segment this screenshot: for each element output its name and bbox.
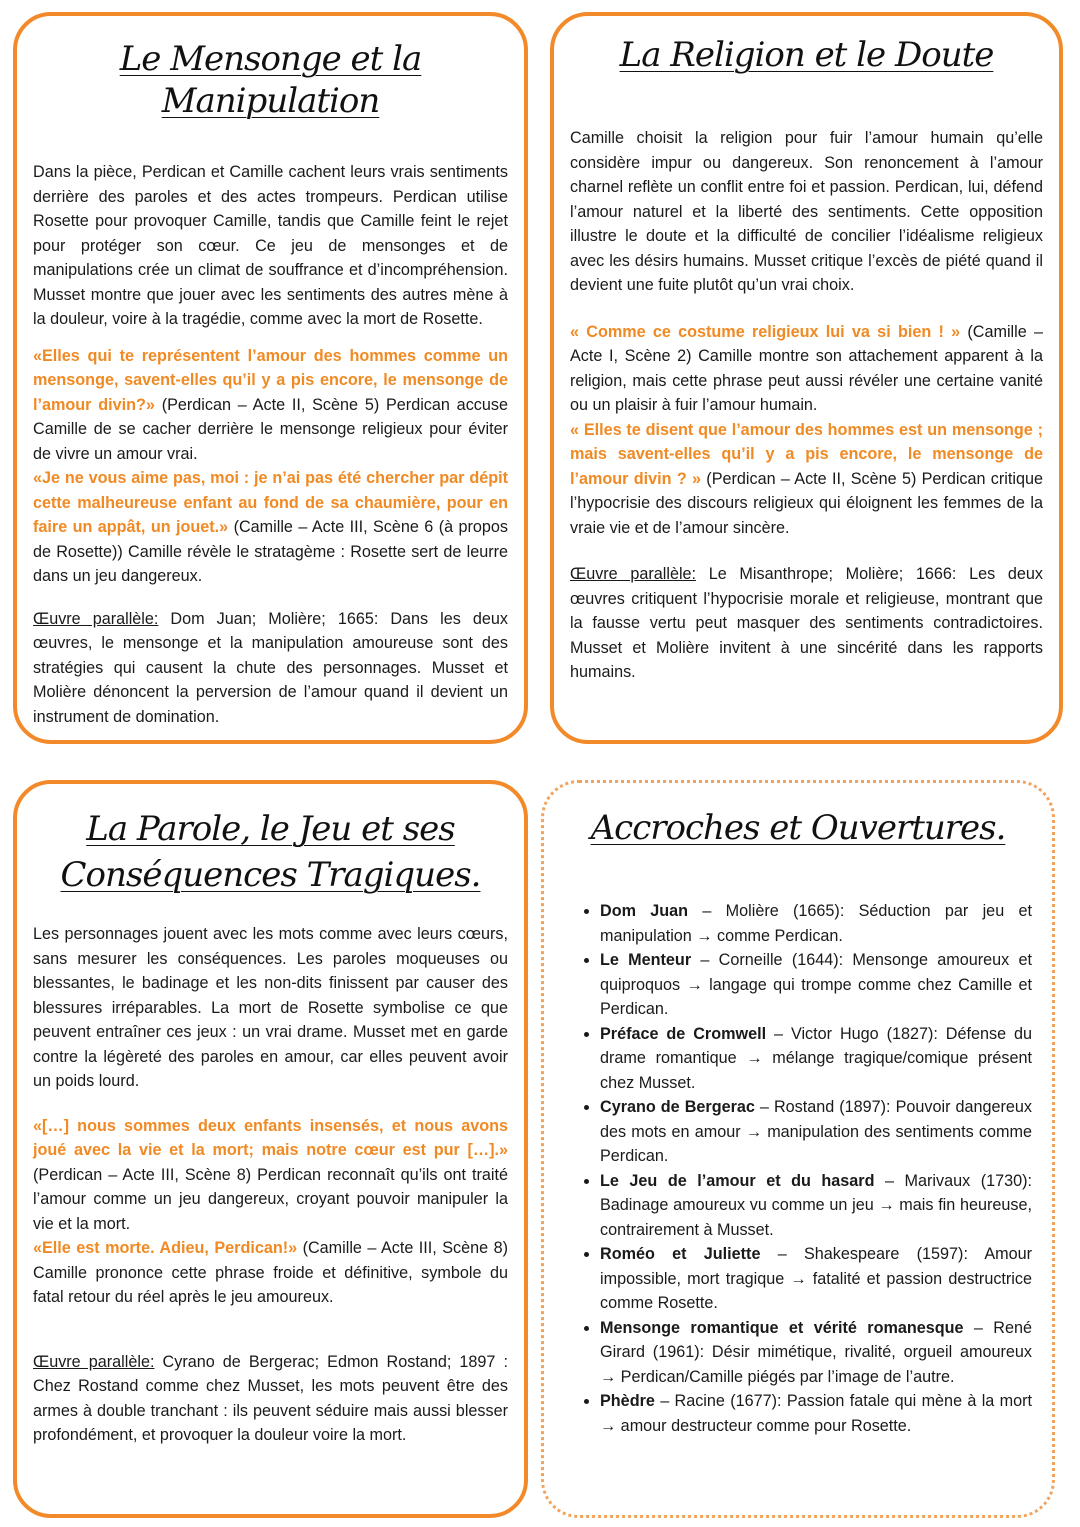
- quote-text: «Je ne vous aime pas, moi : je n’ai pas été chercher par dépit cette malheureuse enfant au fond de sa chaumière, pour en faire un appât, un jouet.»: [33, 469, 508, 536]
- card-mensonge-manipulation: [13, 12, 528, 744]
- quote-commentary: (Camille – Acte III, Scène 6 (à propos de Rosette)) Camille révèle le stratagème : Rosette sert de leurre dans un jeu dangereux.: [33, 518, 508, 585]
- work-description: – Molière (1665): Séduction par jeu et manipulation → comme Perdican.: [600, 902, 1032, 945]
- card-title: La Parole, le Jeu et ses Conséquences Tragiques.: [60, 809, 481, 895]
- work-title: Le Jeu de l’amour et du hasard: [600, 1171, 875, 1190]
- card-accroches-ouvertures: [541, 780, 1055, 1518]
- work-description: – Corneille (1644): Mensonge amoureux et quiproquos → langage qui trompe comme chez Camille et Perdican.: [600, 951, 1032, 1018]
- quote-text: «Elle est morte. Adieu, Perdican!»: [33, 1239, 298, 1257]
- work-title: Mensonge romantique et vérité romanesque: [600, 1318, 964, 1337]
- quote-text: «Elles qui te représentent l’amour des hommes comme un mensonge, savent-elles qu’il y a pis encore, le mensonge de l’amour divin?»: [33, 346, 508, 414]
- quote-paragraph: [33, 1236, 508, 1310]
- parallel-paragraph: [33, 1350, 508, 1448]
- work-description: – Racine (1677): Passion fatale qui mène à la mort → amour destructeur comme pour Rosette.: [600, 1392, 1032, 1435]
- parallel-text: Dom Juan; Molière; 1665: Dans les deux œuvres, le mensonge et la manipulation amoureuse sont des stratégies qui causent la chute des personnages. Musset et Molière dénoncent la perversion de l’amour quand il devient un instrument de domination.: [33, 609, 508, 726]
- work-description: – Victor Hugo (1827): Défense du drame romantique → mélange tragique/comique présent chez Musset.: [600, 1024, 1032, 1092]
- work-title: Roméo et Juliette: [600, 1245, 761, 1263]
- work-description: – René Girard (1961): Désir mimétique, rivalité, orgueil amoureux → Perdican/Camille piégés par l’image de l’autre.: [600, 1318, 1032, 1386]
- card-religion-doute: [550, 12, 1063, 744]
- intro-paragraph: Dans la pièce, Perdican et Camille cachent leurs vrais sentiments derrière des paroles et des actes trompeurs. Perdican utilise Rosette pour provoquer Camille, tandis que Camille feint le rejet pour protéger son cœur. Ce jeu de mensonges et de manipulations crée un climat de souffrance et d’incompréhension. Musset montre que jouer avec les sentiments des autres mène à la douleur, voire à la tragédie, comme avec la mort de Rosette.: [33, 163, 508, 328]
- quote-commentary: (Perdican – Acte III, Scène 8) Perdican reconnaît qu’ils ont traité l’amour comme un jeu dangereux, croyant pouvoir manipuler la vie et la mort.: [33, 1165, 508, 1233]
- parallel-text: Cyrano de Bergerac; Edmon Rostand; 1897 : Chez Rostand comme chez Musset, les mots peuvent être des armes à double tranchant : ils peuvent séduire mais aussi blesser profondément, et provoquer la douleur voire la mort.: [33, 1352, 508, 1444]
- quote-commentary: (Camille – Acte I, Scène 2) Camille montre son attachement apparent à la religion, mais cette phrase peut aussi révéler une certaine vanité ou un plaisir à fuir l’amour humain.: [570, 322, 1043, 414]
- list-item: [600, 1022, 1036, 1096]
- parallel-label: Œuvre parallèle:: [33, 1352, 155, 1371]
- list-item: [600, 1316, 1036, 1390]
- card-parole-jeu: [13, 780, 528, 1518]
- work-description: – Rostand (1897): Pouvoir dangereux des mots en amour → manipulation des sentiments comme Perdican.: [600, 1098, 1032, 1165]
- hooks-list: [560, 899, 1036, 1438]
- card-title: La Religion et le Doute: [619, 35, 994, 75]
- list-item: [600, 899, 1036, 948]
- work-title: Cyrano de Bergerac: [600, 1098, 755, 1116]
- list-item: [600, 1389, 1036, 1438]
- card-title: Le Mensonge et la Manipulation: [119, 39, 422, 121]
- quote-paragraph: [570, 320, 1043, 418]
- quote-commentary: (Camille – Acte III, Scène 8) Camille prononce cette phrase froide et définitive, symbole du fatal retour du réel après le jeu amoureux.: [33, 1239, 508, 1306]
- quote-paragraph: [33, 466, 508, 589]
- parallel-label: Œuvre parallèle:: [33, 609, 159, 628]
- list-item: [600, 1095, 1036, 1169]
- intro-paragraph: Camille choisit la religion pour fuir l’amour humain qu’elle considère impur ou dangereux. Son renoncement à l’amour charnel reflète un conflit entre foi et passion. Perdican, lui, défend l’amour naturel et la liberté des sentiments. Cette opposition illustre le doute et la difficulté de concilier l’idéalisme religieux avec les désirs humains. Musset critique l’excès de piété quand il devient une fuite plutôt qu’un vrai choix.: [570, 129, 1043, 294]
- card-title: Accroches et Ouvertures.: [590, 808, 1006, 848]
- work-description: – Shakespeare (1597): Amour impossible, mort tragique → fatalité et passion destructrice comme Rosette.: [600, 1245, 1032, 1312]
- work-title: Préface de Cromwell: [600, 1024, 767, 1043]
- quote-text: « Comme ce costume religieux lui va si bien ! »: [570, 322, 961, 341]
- parallel-paragraph: [33, 607, 508, 730]
- list-item: [600, 1242, 1036, 1316]
- list-item: [600, 948, 1036, 1022]
- work-description: – Marivaux (1730): Badinage amoureux vu comme un jeu → mais fin heureuse, contrairement à Musset.: [600, 1171, 1032, 1239]
- quote-commentary: (Perdican – Acte II, Scène 5) Perdican critique l’hypocrisie des discours religieux qui éloignent les femmes de la vraie vie et de l’amour sincère.: [570, 469, 1043, 537]
- parallel-text: Le Misanthrope; Molière; 1666: Les deux œuvres critiquent l’hypocrisie morale et religieuse, montrant que la fausse vertu peut masquer des sentiments contradictoires. Musset et Molière invitent à une sincérité dans les rapports humains.: [570, 565, 1043, 681]
- work-title: Le Menteur: [600, 951, 692, 969]
- work-title: Dom Juan: [600, 902, 689, 920]
- quote-text: «[…] nous sommes deux enfants insensés, et nous avons joué avec la vie et la mort; mais notre cœur est pur […].»: [33, 1116, 508, 1159]
- parallel-label: Œuvre parallèle:: [570, 565, 697, 583]
- parallel-paragraph: [570, 562, 1043, 685]
- quote-paragraph: [33, 1114, 508, 1237]
- quote-paragraph: [33, 344, 508, 467]
- quote-paragraph: [570, 418, 1043, 541]
- list-item: [600, 1169, 1036, 1243]
- quote-commentary: (Perdican – Acte II, Scène 5) Perdican accuse Camille de se cacher derrière le mensonge religieux pour éviter de vivre un amour vrai.: [33, 395, 508, 463]
- work-title: Phèdre: [600, 1392, 655, 1410]
- quote-text: « Elles te disent que l’amour des hommes est un mensonge ; mais savent-elles qu’il y a pis encore, le mensonge de l’amour divin ? »: [570, 420, 1043, 488]
- intro-paragraph: Les personnages jouent avec les mots comme avec leurs cœurs, sans mesurer les conséquences. Les paroles moqueuses ou blessantes, le badinage et les non-dits finissent par causer des blessures irréparables. La mort de Rosette symbolise ce que peuvent entraîner ces jeux : un vrai drame. Musset met en garde contre la légèreté des paroles en amour, car elles peuvent avoir un poids lourd.: [33, 925, 508, 1090]
